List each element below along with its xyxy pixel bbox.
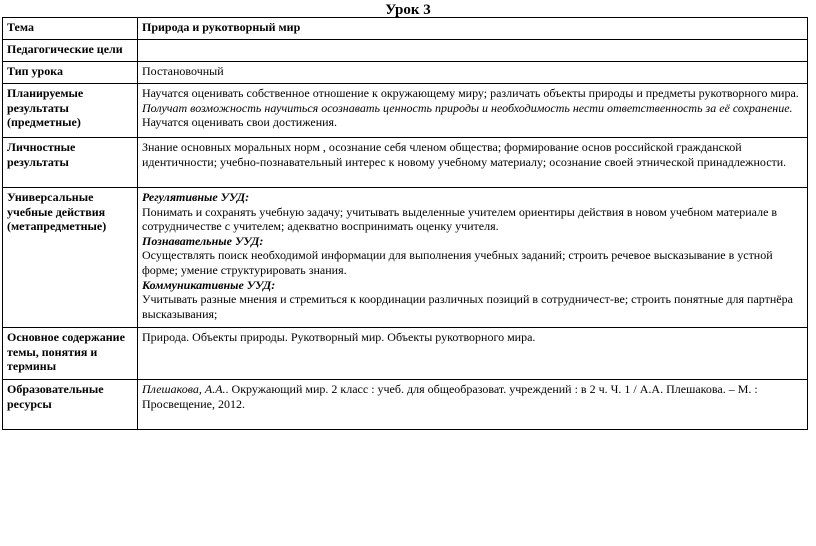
lesson-title: Урок 3 — [385, 2, 431, 18]
pedagogical-goals-value — [138, 40, 808, 62]
row-label: Педагогические цели — [3, 40, 138, 62]
personal-results-value: Знание основных моральных норм , осознание себя членом общества; формирование основ российской гражданской идентичности; учебно-познавательный интерес к новому учебному материалу; осознание своей этнической принадлежности. — [138, 138, 808, 188]
table-row — [3, 84, 808, 138]
communicative-heading: Коммуникативные УУД: — [142, 277, 276, 292]
resources-author: Плешакова, А.А. — [142, 382, 226, 396]
row-label: Тип урока — [3, 62, 138, 84]
lesson-plan-table — [2, 17, 808, 430]
content-value: Природа. Объекты природы. Рукотворный мир. Объекты рукотворного мира. — [138, 328, 808, 380]
regulative-heading: Регулятивные УУД: — [142, 190, 250, 204]
cognitive-heading: Познавательные УУД: — [142, 233, 264, 248]
row-label: Личностные результаты — [3, 138, 138, 188]
table-row — [3, 62, 808, 84]
regulative-text: Понимать и сохранять учебную задачу; учитывать выделенные учителем ориентиры действия в новом учебном материале в сотрудничестве с учителем; адекватно воспринимать оценку учителя. — [142, 204, 778, 234]
row-label: Планируемые результаты (предметные) — [3, 84, 138, 138]
communicative-text: Учитывать разные мнения и стремиться к координации различных позиций в сотрудничест-ве; строить понятные для партнёра высказывания; — [142, 292, 793, 321]
table-row — [3, 138, 808, 188]
lesson-type-value: Постановочный — [138, 62, 808, 84]
cognitive-text: Осуществлять поиск необходимой информации для выполнения учебных заданий; строить речевое высказывание в устной форме; умение структурировать знания. — [142, 248, 773, 277]
row-label: Основное содержание темы, понятия и термины — [3, 328, 138, 380]
table-row — [3, 188, 808, 328]
subject-results-tail: Научатся оценивать свои достижения. — [142, 115, 338, 130]
resources-citation: . Окружающий мир. 2 класс : учеб. для общеобразоват. учреждений : в 2 ч. Ч. 1 / А.А. Плешакова. – М. : Просвещение, 2012. — [142, 382, 758, 411]
row-label: Тема — [3, 18, 138, 40]
subject-results-value — [138, 84, 808, 138]
uud-value — [138, 188, 808, 328]
table-row — [3, 18, 808, 40]
table-row — [3, 40, 808, 62]
topic-value: Природа и рукотворный мир — [138, 18, 808, 40]
row-label: Универсальные учебные действия (метапредметные) — [3, 188, 138, 328]
subject-results-italic: Получат возможность научиться осознавать ценность природы и необходимость нести ответственность за её сохранение. — [142, 100, 793, 115]
row-label: Образовательные ресурсы — [3, 380, 138, 430]
subject-results-plain: Научатся оценивать собственное отношение к окружающему миру; различать объекты природы и предметы рукотворного мира. — [142, 86, 799, 100]
table-row — [3, 380, 808, 430]
table-row — [3, 328, 808, 380]
resources-value — [138, 380, 808, 430]
